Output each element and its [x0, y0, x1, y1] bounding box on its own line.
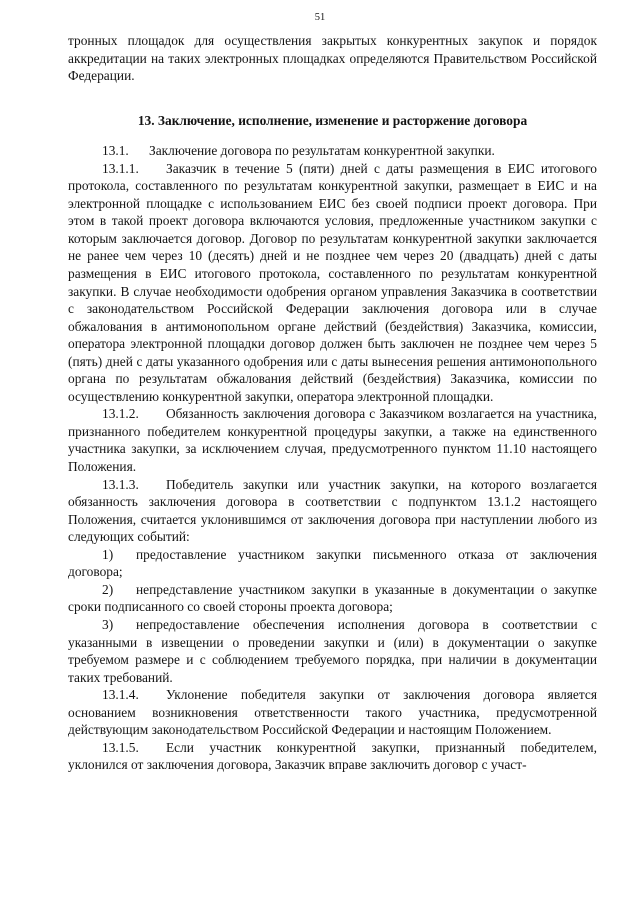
list-marker: 2)	[102, 581, 114, 597]
section-heading: 13. Заключение, исполнение, изменение и расторжение договора	[137, 112, 528, 128]
list-marker: 3)	[102, 616, 114, 632]
list-item	[68, 581, 597, 616]
clause-number: 13.1.4.	[102, 687, 139, 703]
page-number: 51	[314, 12, 326, 23]
clause-13-1-3	[68, 476, 597, 546]
list-item	[68, 616, 597, 686]
clause-text: Заказчик в течение 5 (пяти) дней с даты размещения в ЕИС итогового протокола, составленного по результатам конкурентной закупки, размещает в ЕИС и на электронной площадке с использованием ЕИС без своей подписи проект договора. При этом в такой проект договора включаются условия, предложенные участником закупки с которым заключается договор. Договор по результатам конкурентной закупки заключается не ранее чем через 10 (десять) дней и не позднее чем через 20 (двадцать) дней с даты размещения в ЕИС итогового протокола, составленного по результатам конкурентной закупки. В случае необходимости одобрения органом управления Заказчика в соответствии с законодательством Российской Федерации заключения договора или в случае обжалования в антимонопольном органе действий (бездействия) Заказчика, комиссии, оператора электронной площадки договор должен быть заключен не позднее чем через 5 (пять) дней с даты указанного одобрения или с даты вынесения решения антимонопольного органа по результатам обжалования действий (бездействия) Заказчика, комиссии по осуществлению конкурентной закупки, оператора электронной площадки.	[68, 160, 597, 404]
clause-text: Заключение договора по результатам конкурентной закупки.	[149, 143, 495, 159]
clause-text: Уклонение победителя закупки от заключения договора является основанием возникновения ответственности такого участника, предусмотренной действующим законодательством Российской Федерации и настоящим Положением.	[68, 687, 597, 738]
clause-number: 13.1.1.	[102, 160, 139, 176]
list-item	[68, 546, 597, 581]
intro-paragraph: тронных площадок для осуществления закрытых конкурентных закупок и порядок аккредитации на таких электронных площадках определяются Правительством Российской Федерации.	[68, 33, 597, 84]
clause-13-1	[68, 142, 597, 160]
clause-13-1-2	[68, 405, 597, 475]
list-text: предоставление участником закупки письменного отказа от заключения договора;	[68, 546, 597, 580]
list-text: непредставление участником закупки в указанные в документации о закупке сроки подписанного со своей стороны проекта договора;	[68, 581, 597, 615]
clause-text: Если участник конкурентной закупки, признанный победителем, уклонился от заключения договора, Заказчик вправе заключить договор с участ-	[68, 739, 597, 773]
clause-number: 13.1.2.	[102, 406, 139, 422]
list-marker: 1)	[102, 546, 114, 562]
clause-13-1-1	[68, 160, 597, 406]
list-text: непредоставление обеспечения исполнения договора в соответствии с указанными в извещении о проведении закупки и (или) в документации о закупке требуемом размере и с соблюдением требуемого порядка, при наличии в документации таких требований.	[68, 616, 597, 685]
clause-text: Обязанность заключения договора с Заказчиком возлагается на участника, признанного победителем конкурентной процедуры закупки, а также на единственного участника закупки, за исключением случая, предусмотренного пунктом 11.10 настоящего Положения.	[68, 406, 597, 475]
clause-13-1-4	[68, 686, 597, 739]
clause-text: Победитель закупки или участник закупки, на которого возлагается обязанность заключения договора в соответствии с подпунктом 13.1.2 настоящего Положения, считается уклонившимся от заключения договора при наступлении любого из следующих событий:	[68, 476, 597, 545]
clause-number: 13.1.	[102, 143, 129, 159]
page-content	[68, 32, 597, 774]
clause-13-1-5	[68, 739, 597, 774]
clause-number: 13.1.3.	[102, 476, 139, 492]
clause-number: 13.1.5.	[102, 739, 139, 755]
